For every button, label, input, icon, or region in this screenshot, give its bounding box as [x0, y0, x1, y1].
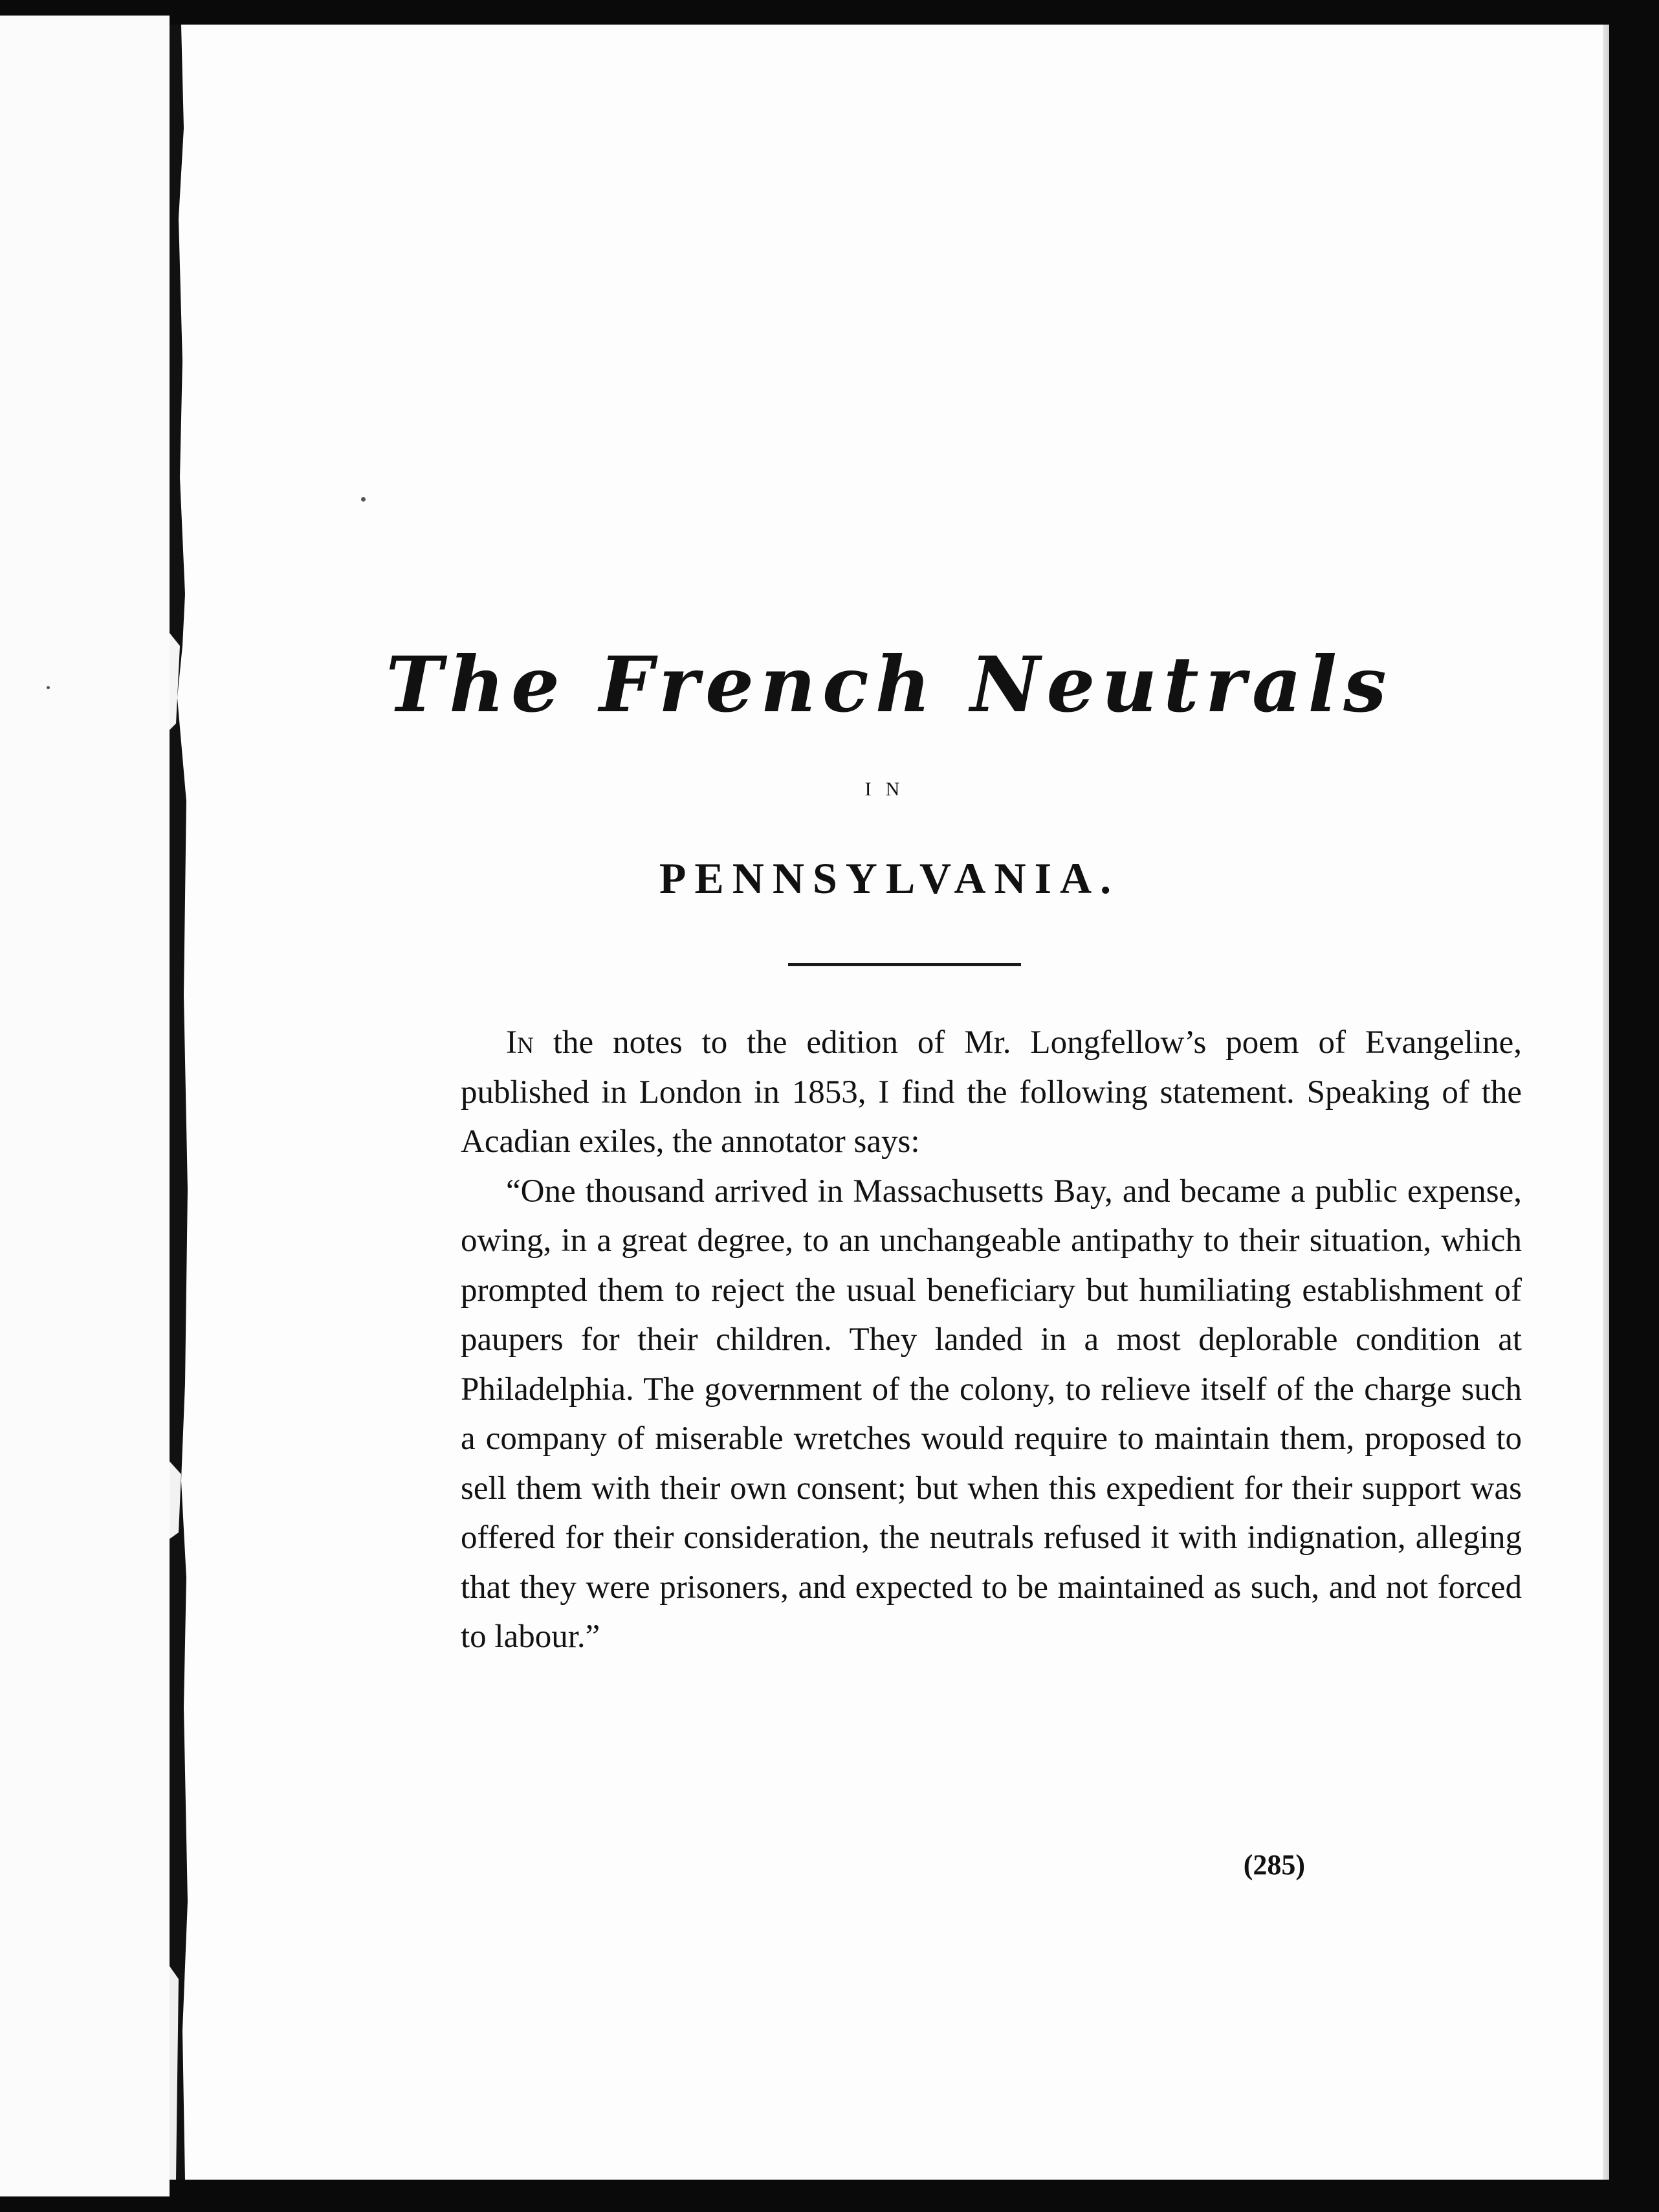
page-edge-shadow: [1603, 25, 1609, 2180]
ink-speck: [361, 497, 366, 502]
title-rule: [788, 963, 1021, 966]
torn-gutter-edge: [170, 25, 192, 2180]
body-text: [461, 1018, 1522, 1662]
facing-page-edge: [0, 16, 170, 2196]
book-page: [170, 25, 1609, 2180]
paragraph-1-lead: In: [506, 1024, 534, 1061]
chapter-title: The French Neutrals: [386, 639, 1393, 729]
paragraph-1: [461, 1018, 1522, 1167]
paragraph-2-text: “One thousand arrived in Massachusetts Bay, and became a public expense, owing, in a great degree, to an unchangeable antipathy to their situation, which prompted them to reject the usual beneficiary but humiliating establishment of paupers for their children. They landed in a most deplorable condition at Philadelphia. The government of the colony, to relieve itself of the charge such a company of miserable wretches would require to maintain them, proposed to sell them with their own consent; but when this expedient for their support was offered for their consideration, the neutrals refused it with indignation, alleging that they were prisoners, and expected to be maintained as such, and not forced to labour.”: [461, 1173, 1522, 1655]
paragraph-1-text: the notes to the edition of Mr. Longfellow’s poem of Evangeline, published in London in 1853, I find the following statement. Speaking of the Acadian exiles, the annotator says:: [461, 1024, 1522, 1160]
page-number: (285): [1243, 1849, 1305, 1881]
title-place: PENNSYLVANIA.: [659, 854, 1120, 903]
title-connector: IN: [864, 779, 914, 800]
paragraph-2: [461, 1167, 1522, 1662]
ink-speck-margin: [47, 686, 50, 689]
